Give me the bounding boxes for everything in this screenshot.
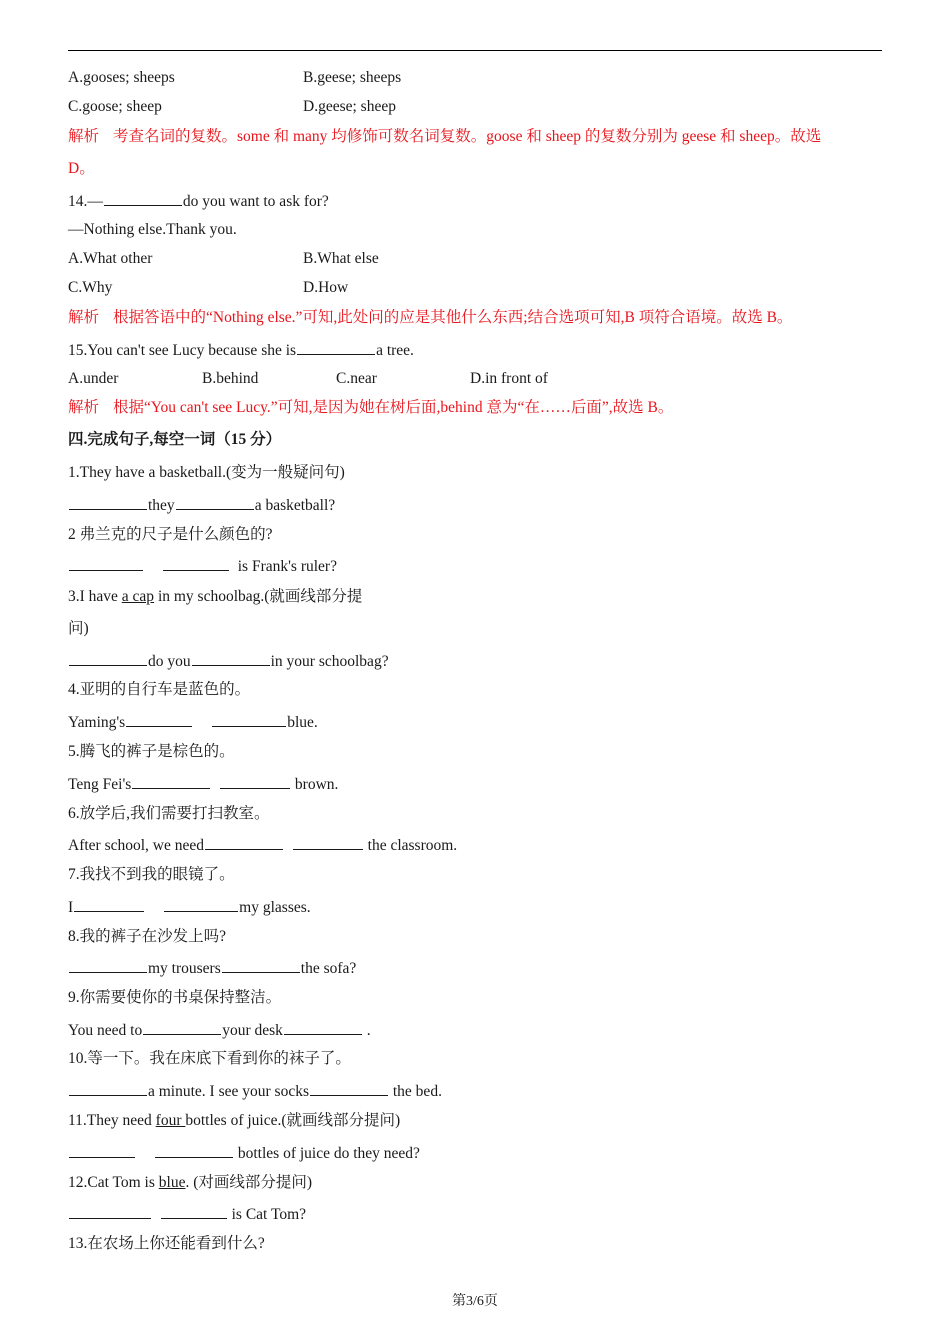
s6-question: 6.放学后,我们需要打扫教室。 <box>68 805 270 822</box>
answer-blank <box>143 1020 221 1035</box>
s3-question: 3.I have a cap in my schoolbag.(就画线部分提 <box>68 588 363 605</box>
s4-answer: Yaming's blue. <box>68 714 318 731</box>
s9-question: 9.你需要使你的书桌保持整洁。 <box>68 989 282 1006</box>
answer-blank <box>69 1204 151 1219</box>
answer-blank <box>161 1204 227 1219</box>
q14-option-d: D.How <box>303 279 349 296</box>
answer-blank <box>293 835 363 850</box>
page-number: 第3/6页 <box>452 1294 498 1309</box>
header-rule <box>68 50 882 51</box>
s2-question: 2 弗兰克的尺子是什么颜色的? <box>68 526 273 543</box>
s13-question: 13.在农场上你还能看到什么? <box>68 1235 265 1252</box>
s11-answer: bottles of juice do they need? <box>68 1143 420 1164</box>
analysis-label: 解析 <box>68 128 100 145</box>
q14-analysis: 解析 根据答语中的“Nothing else.”可知,此处问的应是其他什么东西;结合选项可知,B 项符合语境。故选 B。 <box>68 309 793 326</box>
s5-question: 5.腾飞的裤子是棕色的。 <box>68 743 235 760</box>
s7-question: 7.我找不到我的眼镜了。 <box>68 866 235 883</box>
s8-answer: my trousers the sofa? <box>68 958 356 979</box>
q15-question: 15.You can't see Lucy because she is a tree. <box>68 342 414 359</box>
s11-question: 11.They need four bottles of juice.(就画线部分提问) <box>68 1112 401 1129</box>
s1-answer: they a basketball? <box>68 495 335 516</box>
q14-question: 14.— do you want to ask for? <box>68 193 329 210</box>
answer-blank <box>212 712 286 727</box>
answer-blank <box>69 1081 147 1096</box>
q14-option-a: A.What other <box>68 250 153 267</box>
answer-blank <box>69 958 147 973</box>
answer-blank <box>192 651 270 666</box>
answer-blank <box>297 340 375 355</box>
q14-reply: —Nothing else.Thank you. <box>68 221 237 238</box>
s7-answer: I my glasses. <box>68 899 311 916</box>
answer-blank <box>69 651 147 666</box>
s2-answer: is Frank's ruler? <box>68 556 337 577</box>
s6-answer: After school, we need the classroom. <box>68 837 458 854</box>
s9-answer: You need to your desk . <box>68 1022 371 1039</box>
s8-question: 8.我的裤子在沙发上吗? <box>68 928 227 945</box>
section-title: 四.完成句子,每空一词（15 分） <box>68 431 282 448</box>
answer-blank <box>310 1081 388 1096</box>
answer-blank <box>205 835 283 850</box>
answer-blank <box>126 712 192 727</box>
q13-option-c: C.goose; sheep <box>68 98 162 115</box>
q15-option-b: B.behind <box>202 370 259 387</box>
q13-option-d: D.geese; sheep <box>303 98 396 115</box>
answer-blank <box>69 556 143 571</box>
s10-answer: a minute. I see your socks the bed. <box>68 1081 442 1102</box>
q13-analysis-line-1 <box>68 127 821 147</box>
answer-blank <box>176 495 254 510</box>
answer-blank <box>164 897 238 912</box>
q15-option-c: C.near <box>336 370 377 387</box>
answer-blank <box>155 1143 233 1158</box>
s5-answer: Teng Fei's brown. <box>68 776 339 793</box>
answer-blank <box>74 897 144 912</box>
q14-option-b: B.What else <box>303 250 379 267</box>
answer-blank <box>69 1143 135 1158</box>
s4-question: 4.亚明的自行车是蓝色的。 <box>68 681 251 698</box>
s10-question: 10.等一下。我在床底下看到你的袜子了。 <box>68 1050 351 1067</box>
q13-option-b: B.geese; sheeps <box>303 69 402 86</box>
s12-answer: is Cat Tom? <box>68 1204 306 1225</box>
q15-option-d: D.in front of <box>470 370 548 387</box>
answer-blank <box>132 774 210 789</box>
q15-option-a: A.under <box>68 370 119 387</box>
s1-question: 1.They have a basketball.(变为一般疑问句) <box>68 464 345 481</box>
answer-blank <box>284 1020 362 1035</box>
q13-option-a: A.gooses; sheeps <box>68 69 175 86</box>
s12-question: 12.Cat Tom is blue. (对画线部分提问) <box>68 1174 313 1191</box>
q13-analysis-line-2: D。 <box>68 160 95 177</box>
q15-analysis: 解析 根据“You can't see Lucy.”可知,是因为她在树后面,behind 意为“在……后面”,故选 B。 <box>68 399 674 416</box>
q13-analysis-text: 考查名词的复数。some 和 many 均修饰可数名词复数。goose 和 sheep 的复数分别为 geese 和 sheep。故选 <box>113 128 822 145</box>
answer-blank <box>104 191 182 206</box>
s3-answer: do you in your schoolbag? <box>68 651 389 672</box>
answer-blank <box>220 774 290 789</box>
answer-blank <box>163 556 229 571</box>
s3-question-cont: 问) <box>68 620 89 637</box>
answer-blank <box>222 958 300 973</box>
q14-option-c: C.Why <box>68 279 113 296</box>
answer-blank <box>69 495 147 510</box>
